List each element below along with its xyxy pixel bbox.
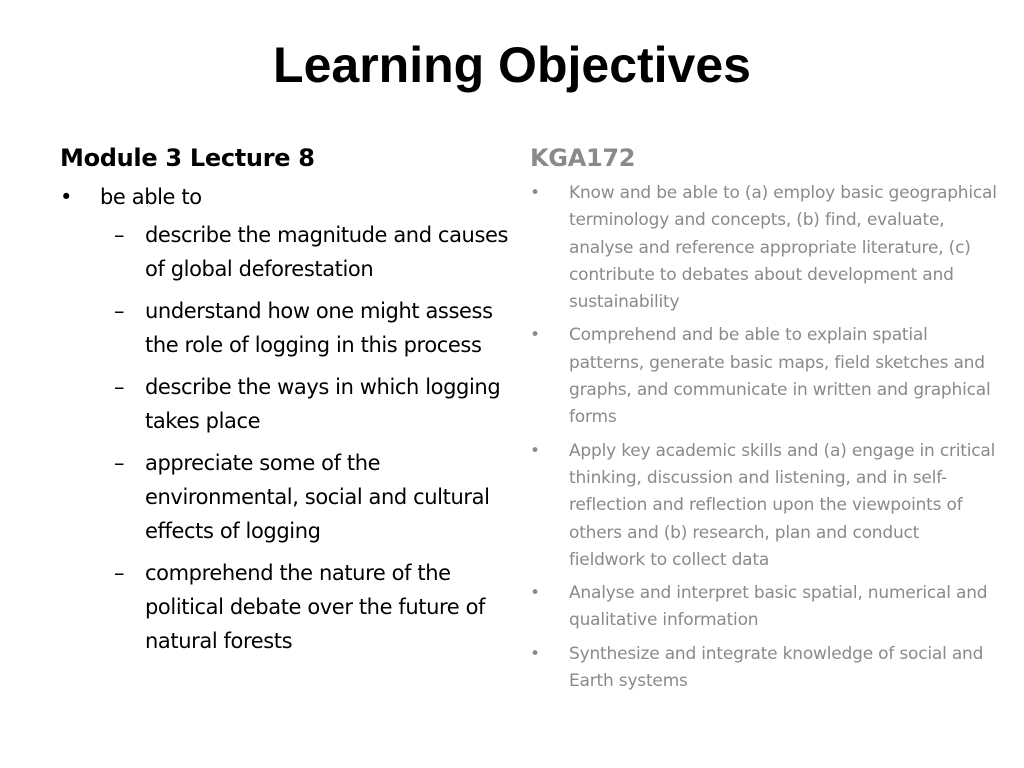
bullet-icon: •: [530, 325, 540, 346]
right-column-heading: KGA172: [530, 144, 636, 172]
dash-icon: –: [114, 451, 125, 475]
objective-item: [530, 641, 1000, 696]
objective-text: Comprehend and be able to explain spatial patterns, generate basic maps, field sketches and graphs, and communicate in written and graphical forms: [569, 325, 991, 428]
left-column-heading: Module 3 Lecture 8: [60, 144, 315, 172]
objective-item: [530, 580, 1000, 635]
sub-list-item-text: understand how one might assess the role of logging in this process: [145, 299, 493, 357]
sub-list-item: [100, 294, 510, 362]
objective-item: [530, 438, 1000, 574]
sub-list-item: [100, 218, 510, 286]
list-item-text: be able to: [100, 185, 202, 209]
sub-list-item: [100, 556, 510, 658]
objectives-list: [530, 180, 1000, 695]
sub-list-item-text: describe the ways in which logging takes place: [145, 375, 501, 433]
objective-item: [530, 322, 1000, 431]
sub-list-item-text: appreciate some of the environmental, social and cultural effects of logging: [145, 451, 490, 543]
bullet-icon: •: [530, 440, 540, 461]
bullet-icon: •: [530, 183, 540, 203]
left-column: [60, 138, 510, 666]
objective-item: [530, 180, 1000, 316]
dash-icon: –: [114, 375, 125, 399]
list-item: [60, 180, 510, 658]
bullet-icon: •: [530, 583, 540, 604]
objective-text: Apply key academic skills and (a) engage in critical thinking, discussion and listening, and in self-reflection and reflection upon the viewpoints of others and (b) research, plan and conduct fieldwork to collect data: [569, 440, 996, 570]
sub-bullet-list: [60, 218, 510, 658]
sub-list-item: [100, 446, 510, 548]
sub-list-item: [100, 370, 510, 438]
sub-list-item-text: comprehend the nature of the political debate over the future of natural forests: [145, 561, 486, 653]
bullet-icon: •: [530, 643, 540, 664]
left-bullet-list: [60, 180, 510, 658]
slide-title: Learning Objectives: [273, 37, 751, 93]
dash-icon: –: [114, 561, 125, 585]
objective-text: Synthesize and integrate knowledge of social and Earth systems: [569, 643, 984, 692]
right-column: [530, 138, 1000, 701]
dash-icon: –: [114, 299, 125, 323]
bullet-icon: •: [60, 185, 72, 209]
sub-list-item-text: describe the magnitude and causes of global deforestation: [145, 223, 509, 281]
dash-icon: –: [114, 223, 125, 247]
objective-text: Analyse and interpret basic spatial, numerical and qualitative information: [569, 583, 988, 631]
objective-text: Know and be able to (a) employ basic geographical terminology and concepts, (b) find, evaluate, analyse and reference appropriate literature, (c) contribute to debates about development and sustainability: [569, 183, 997, 313]
